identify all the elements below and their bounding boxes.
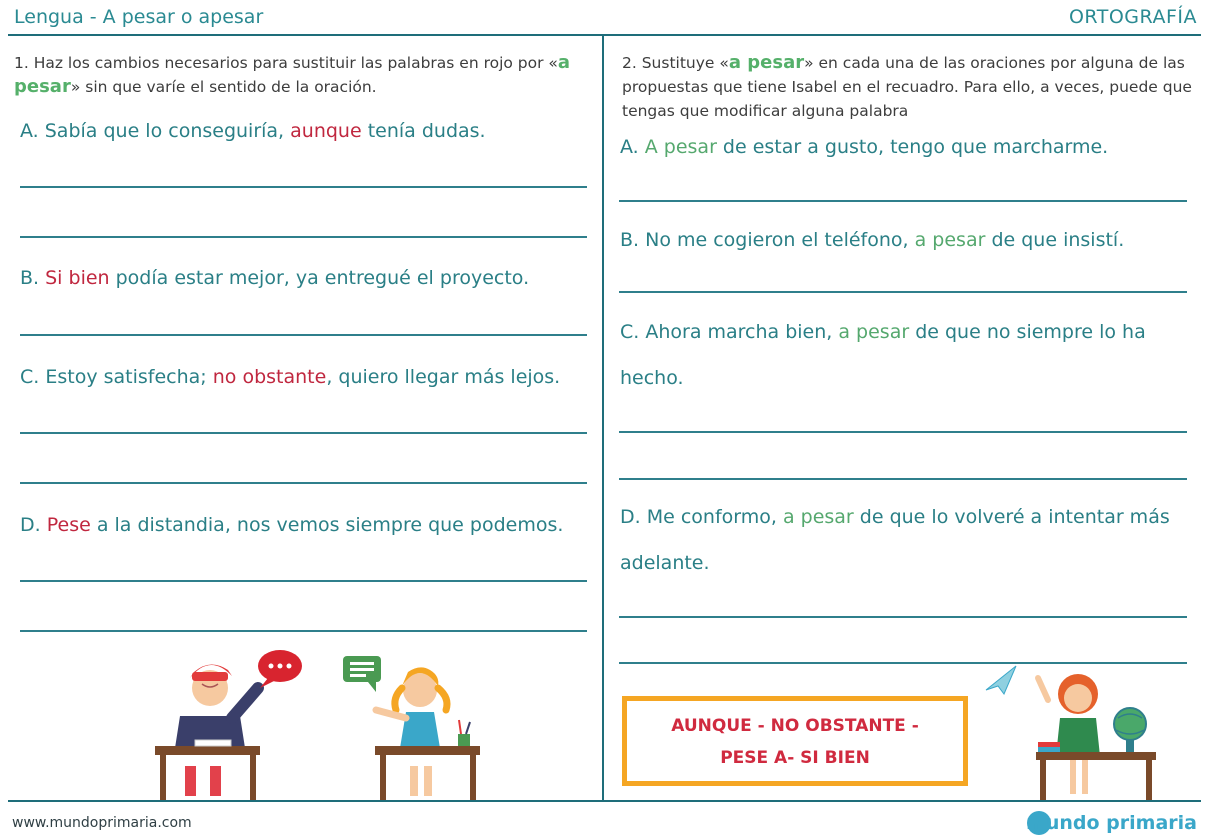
red-word: aunque: [290, 120, 362, 142]
green-word: A pesar: [644, 136, 717, 158]
left-item-d: [20, 514, 563, 536]
left-instruction-key: a pesar: [14, 52, 571, 97]
answer-line[interactable]: [619, 478, 1187, 480]
sentence-text: podía estar mejor, ya entregué el proyecto.: [109, 267, 530, 289]
green-word: a pesar: [914, 229, 986, 251]
sentence-text: A.: [620, 136, 645, 158]
brand-name: mundo primaria: [1026, 812, 1197, 834]
right-item-a: [620, 136, 1108, 158]
answer-line[interactable]: [20, 334, 587, 336]
sentence-text: de que insistí.: [985, 229, 1125, 251]
answer-line[interactable]: [20, 630, 587, 632]
right-item-d: [620, 506, 1170, 528]
red-word: no obstante: [212, 366, 327, 388]
left-item-c: [20, 366, 560, 388]
header-rule: [8, 34, 1201, 36]
sentence-text: D.: [20, 514, 47, 536]
right-item-d-cont: adelante.: [620, 552, 710, 574]
sentence-text: B. No me cogieron el teléfono,: [620, 229, 915, 251]
column-divider: [602, 36, 604, 800]
red-word: Si bien: [45, 267, 110, 289]
right-instruction: [622, 51, 1192, 123]
right-item-c-cont: hecho.: [620, 367, 684, 389]
sentence-text: D. Me conformo,: [620, 506, 783, 528]
sentence-text: de estar a gusto, tengo que marcharme.: [716, 136, 1109, 158]
left-instruction-post: » sin que varíe el sentido de la oración.: [70, 78, 377, 96]
sentence-text: de que lo volveré a intentar más: [853, 506, 1170, 528]
boy-figure: [175, 664, 258, 796]
answer-line[interactable]: [619, 431, 1187, 433]
sentence-text: , quiero llegar más lejos.: [326, 366, 561, 388]
sentence-text: A. Sabía que lo conseguiría,: [20, 120, 291, 142]
answer-line[interactable]: [20, 236, 587, 238]
sentence-text: tenía dudas.: [361, 120, 486, 142]
options-box: [622, 696, 968, 786]
right-item-b: [620, 229, 1124, 251]
globe-icon: [1114, 708, 1146, 752]
chat-bubble-icon: [343, 656, 381, 692]
paper-plane-icon: [986, 666, 1016, 694]
section-label: ORTOGRAFÍA: [1068, 6, 1197, 28]
sentence-text: C. Ahora marcha bien,: [620, 321, 839, 343]
answer-line[interactable]: [619, 200, 1187, 202]
left-instruction-pre: 1. Haz los cambios necesarios para sustituir las palabras en rojo por «: [14, 54, 558, 72]
answer-line[interactable]: [20, 186, 587, 188]
answer-line[interactable]: [619, 291, 1187, 293]
right-instruction-key: a pesar: [728, 52, 805, 73]
answer-line[interactable]: [20, 432, 587, 434]
sentence-text: B.: [20, 267, 46, 289]
isabel-illustration: [980, 660, 1180, 800]
answer-line[interactable]: [20, 482, 587, 484]
answer-line[interactable]: [619, 616, 1187, 618]
kids-illustration: [140, 648, 490, 800]
options-line-1: AUNQUE - NO OBSTANTE -: [671, 716, 919, 736]
right-instruction-pre: 2. Sustituye «: [622, 54, 729, 72]
left-item-a: [20, 120, 486, 142]
footer-url[interactable]: www.mundoprimaria.com: [12, 815, 192, 831]
right-instruction-post: » en cada una de las oraciones por alguna de las propuestas que tiene Isabel en el recuadro. Para ello, a veces, puede que tengas que modificar alguna palabra: [622, 54, 1192, 120]
sentence-text: C. Estoy satisfecha;: [20, 366, 213, 388]
speech-bubble-icon: [258, 650, 302, 688]
page-title: Lengua - A pesar o apesar: [14, 6, 264, 28]
girl-figure: [376, 667, 447, 796]
right-item-c: [620, 321, 1146, 343]
left-item-b: [20, 267, 529, 289]
left-instruction: [14, 51, 598, 99]
sentence-text: a la distandia, nos vemos siempre que podemos.: [90, 514, 564, 536]
girl-isabel: [1038, 674, 1100, 794]
answer-line[interactable]: [20, 580, 587, 582]
options-line-2: PESE A- SI BIEN: [720, 748, 870, 768]
green-word: a pesar: [838, 321, 910, 343]
red-word: Pese: [46, 514, 91, 536]
footer-rule: [8, 800, 1201, 802]
green-word: a pesar: [782, 506, 854, 528]
sentence-text: de que no siempre lo ha: [909, 321, 1146, 343]
